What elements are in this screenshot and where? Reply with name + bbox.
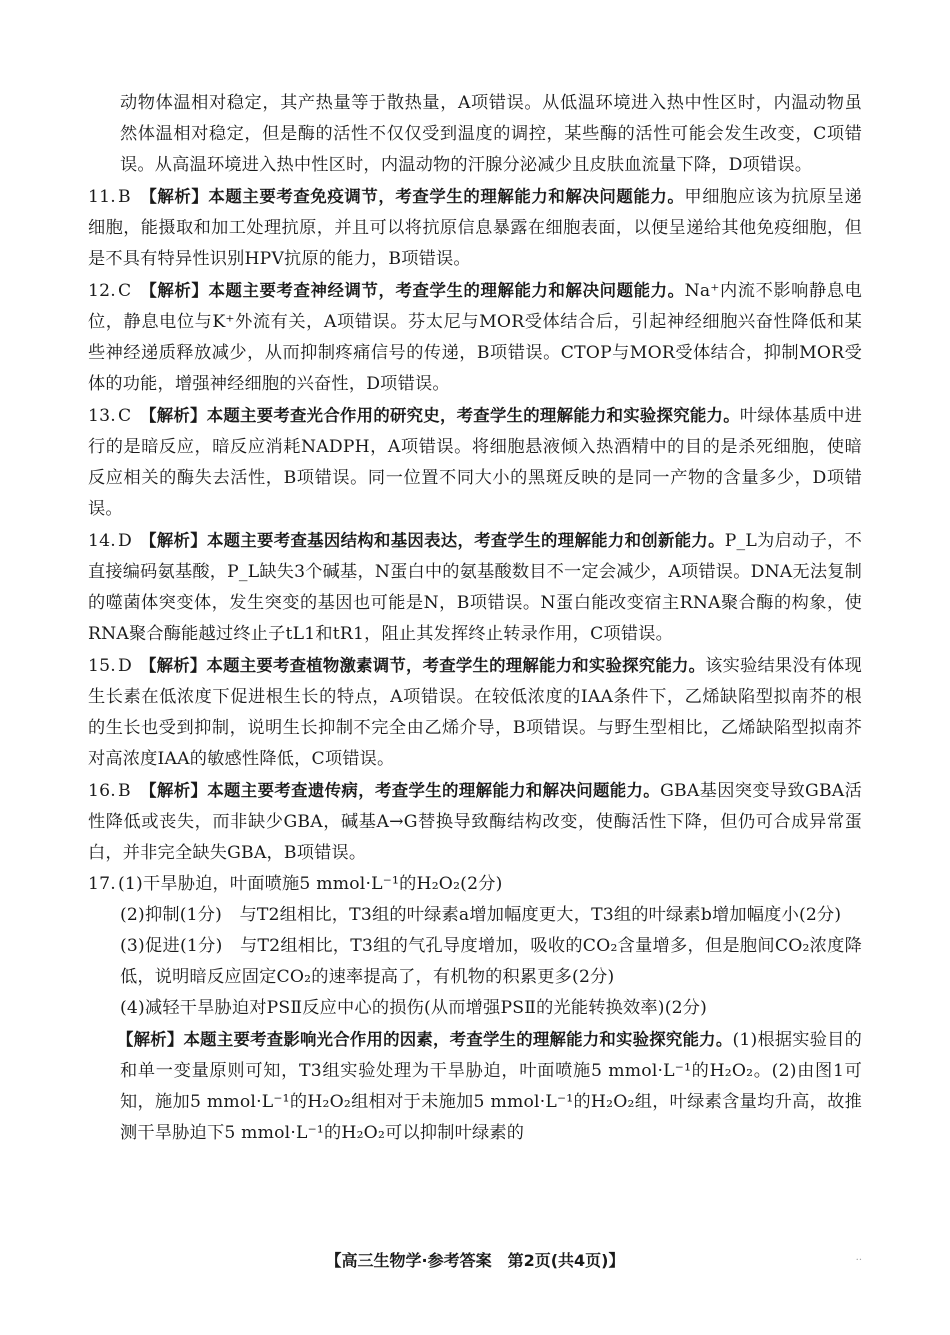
analysis-lead: 本题主要考查基因结构和基因表达，考查学生的理解能力和创新能力。 bbox=[206, 531, 725, 550]
analysis-label: 【解析】 bbox=[140, 781, 208, 800]
answer-content bbox=[0, 88, 950, 1149]
analysis-body: GBA基因突变导致GBA活性降低或丧失，而非缺少GBA，碱基A→G替换导致酶结构改变，使酶活性下降，但仍可合成异常蛋白，并非完全缺失GBA，B项错误。 bbox=[88, 781, 862, 863]
sub-answer-3: (3)促进(1分) 与T2组相比，T3组的气孔导度增加，吸收的CO₂含量增多，但是胞间CO₂浓度降低，说明暗反应固定CO₂的速率提高了，有机物的积累更多(2分) bbox=[120, 936, 862, 987]
analysis-body: 甲细胞应该为抗原呈递细胞，能摄取和加工处理抗原，并且可以将抗原信息暴露在细胞表面，以便呈递给其他免疫细胞，但是不具有特异性识别HPV抗原的能力，B项错误。 bbox=[88, 187, 862, 269]
analysis-body: (1)根据实验目的和单一变量原则可知，T3组实验处理为干旱胁迫，叶面喷施5 mmol·L⁻¹的H₂O₂。(2)由图1可知，施加5 mmol·L⁻¹的H₂O₂组相对于未施加5 mmol·L⁻¹的H₂O₂组，叶绿素含量均升高，故推测干旱胁迫下5 mmol·L⁻¹的H₂O₂可以抑制叶绿素的 bbox=[120, 1030, 862, 1143]
item-number: 17. bbox=[88, 874, 116, 894]
answer-item bbox=[88, 650, 862, 775]
item-number: 14. bbox=[88, 531, 116, 551]
answer-item bbox=[88, 525, 862, 650]
item-number: 11. bbox=[88, 187, 116, 207]
item-answer: C bbox=[118, 406, 132, 426]
answer-item bbox=[88, 775, 862, 869]
item-number: 13. bbox=[88, 406, 116, 426]
analysis-17 bbox=[117, 1024, 862, 1149]
analysis-label: 【解析】 bbox=[117, 1030, 184, 1049]
answer-item bbox=[88, 275, 862, 400]
corner-mark: .. bbox=[855, 1252, 862, 1263]
answer-item-17 bbox=[88, 869, 862, 900]
analysis-lead: 本题主要考查光合作用的研究史，考查学生的理解能力和实验探究能力。 bbox=[206, 406, 740, 425]
analysis-label: 【解析】 bbox=[140, 656, 207, 675]
item-answer: D bbox=[118, 656, 132, 676]
analysis-body: 叶绿体基质中进行的是暗反应，暗反应消耗NADPH，A项错误。将细胞悬液倾入热酒精中的目的是杀死细胞，使暗反应相关的酶失去活性，B项错误。同一位置不同大小的黑斑反映的是同一产物的含量多少，D项错误。 bbox=[88, 406, 862, 519]
item-number: 12. bbox=[88, 281, 116, 301]
page-footer: 【高三生物学·参考答案 第2页(共4页)】 bbox=[325, 1251, 625, 1270]
sub-answer-1: (1)干旱胁迫，叶面喷施5 mmol·L⁻¹的H₂O₂(2分) bbox=[118, 874, 503, 894]
item-answer: D bbox=[118, 531, 132, 551]
answer-items bbox=[0, 181, 950, 869]
item-answer: B bbox=[118, 781, 131, 801]
item-number: 16. bbox=[88, 781, 116, 801]
item-answer: C bbox=[118, 281, 132, 301]
analysis-lead: 本题主要考查免疫调节，考查学生的理解能力和解决问题能力。 bbox=[208, 187, 685, 206]
analysis-label: 【解析】 bbox=[140, 281, 209, 300]
analysis-label: 【解析】 bbox=[140, 406, 207, 425]
sub-answer-4: (4)减轻干旱胁迫对PSⅡ反应中心的损伤(从而增强PSⅡ的光能转换效率)(2分) bbox=[120, 998, 708, 1018]
analysis-lead: 本题主要考查影响光合作用的因素，考查学生的理解能力和实验探究能力。 bbox=[183, 1030, 733, 1049]
analysis-body: 该实验结果没有体现生长素在低浓度下促进根生长的特点，A项错误。在较低浓度的IAA条件下，乙烯缺陷型拟南芥的根的生长也受到抑制，说明生长抑制不完全由乙烯介导，B项错误。与野生型相比，乙烯缺陷型拟南芥对高浓度IAA的敏感性降低，C项错误。 bbox=[88, 656, 862, 769]
analysis-body: P_L为启动子，不直接编码氨基酸，P_L缺失3个碱基，N蛋白中的氨基酸数目不一定会减少，A项错误。DNA无法复制的噬菌体突变体，发生突变的基因也可能是N，B项错误。N蛋白能改变宿主RNA聚合酶的构象，使RNA聚合酶能越过终止子tL1和tR1，阻止其发挥终止转录作用，C项错误。 bbox=[88, 531, 862, 644]
analysis-lead: 本题主要考查神经调节，考查学生的理解能力和解决问题能力。 bbox=[208, 281, 685, 300]
continuation-paragraph: 动物体温相对稳定，其产热量等于散热量，A项错误。从低温环境进入热中性区时，内温动物虽然体温相对稳定，但是酶的活性不仅仅受到温度的调控，某些酶的活性可能会发生改变，C项错误。从高温环境进入热中性区时，内温动物的汗腺分泌减少且皮肤血流量下降，D项错误。 bbox=[120, 93, 862, 175]
answer-item bbox=[88, 400, 862, 525]
item-answer: B bbox=[118, 187, 131, 207]
analysis-body: Na⁺内流不影响静息电位，静息电位与K⁺外流有关，A项错误。芬太尼与MOR受体结合后，引起神经细胞兴奋性降低和某些神经递质释放减少，从而抑制疼痛信号的传递，B项错误。CTOP与MOR受体结合，抑制MOR受体的功能，增强神经细胞的兴奋性，D项错误。 bbox=[88, 281, 862, 394]
sub-answer-2: (2)抑制(1分) 与T2组相比，T3组的叶绿素a增加幅度更大，T3组的叶绿素b增加幅度小(2分) bbox=[120, 905, 842, 925]
analysis-label: 【解析】 bbox=[140, 531, 207, 550]
analysis-label: 【解析】 bbox=[140, 187, 209, 206]
answer-item bbox=[88, 181, 862, 275]
analysis-lead: 本题主要考查遗传病，考查学生的理解能力和解决问题能力。 bbox=[207, 781, 661, 800]
item-number: 15. bbox=[88, 656, 116, 676]
analysis-lead: 本题主要考查植物激素调节，考查学生的理解能力和实验探究能力。 bbox=[206, 656, 706, 675]
